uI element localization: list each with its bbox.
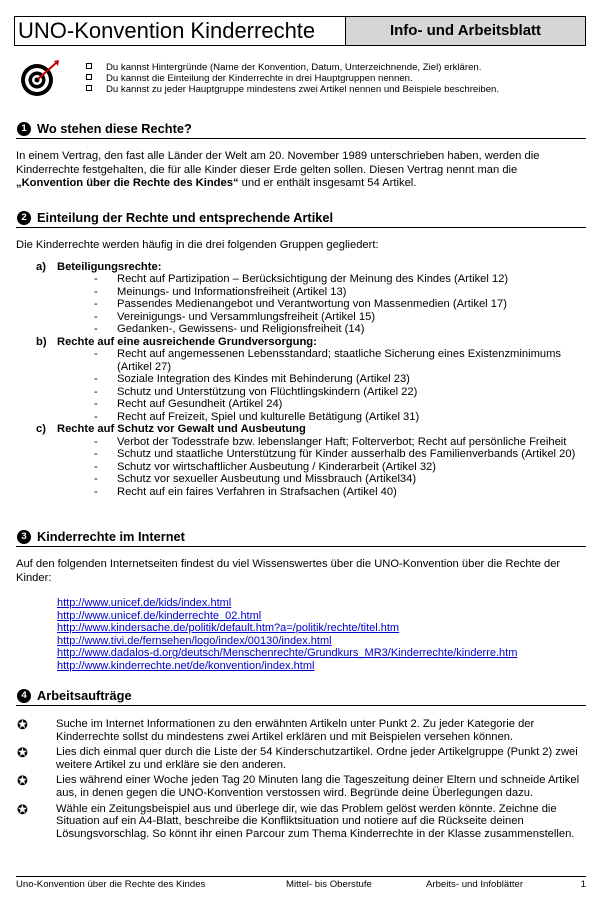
article-list bbox=[94, 273, 586, 336]
article-item: - Recht auf angemessenen Lebensstandard; staatliche Sicherung eines Existenzminimums (Artikel 27) bbox=[94, 348, 586, 373]
web-link[interactable]: http://www.unicef.de/kinderrechte_02.html bbox=[57, 609, 262, 622]
article-item: - Verbot der Todesstrafe bzw. lebenslanger Haft; Folterverbot; Recht auf persönliche Freiheit bbox=[94, 436, 586, 449]
article-item: - Soziale Integration des Kindes mit Behinderung (Artikel 23) bbox=[94, 373, 586, 386]
section-tasks bbox=[16, 687, 586, 843]
article-item: - Passendes Medienangebot und Verantwortung von Massenmedien (Artikel 17) bbox=[94, 298, 586, 311]
section-title: Kinderrechte im Internet bbox=[37, 528, 185, 544]
section-title: Wo stehen diese Rechte? bbox=[37, 120, 192, 136]
task-item bbox=[16, 774, 586, 799]
star-icon: ✪ bbox=[17, 801, 28, 817]
sheet-type-label: Info- und Arbeitsblatt bbox=[345, 17, 585, 45]
article-list bbox=[94, 436, 586, 499]
section-number: 3 bbox=[17, 530, 31, 544]
rights-group bbox=[36, 423, 586, 498]
checkbox-icon bbox=[86, 85, 92, 91]
task-item bbox=[16, 746, 586, 771]
article-item: - Schutz vor wirtschaftlicher Ausbeutung / Kinderarbeit (Artikel 32) bbox=[94, 461, 586, 474]
web-link[interactable]: http://www.kinderrechte.net/de/konvention/index.html bbox=[57, 659, 315, 672]
section-heading bbox=[16, 687, 586, 706]
article-item: - Schutz vor sexueller Ausbeutung und Missbrauch (Artikel34) bbox=[94, 473, 586, 486]
section-number: 2 bbox=[17, 211, 31, 225]
star-icon: ✪ bbox=[17, 773, 28, 789]
web-link[interactable]: http://www.dadalos-d.org/deutsch/Menschenrechte/Grundkurs_MR3/Kinderrechte/kinderre.htm bbox=[57, 647, 518, 660]
article-item: - Meinungs- und Informationsfreiheit (Artikel 13) bbox=[94, 286, 586, 299]
footer-type: Arbeits- und Infoblätter bbox=[426, 879, 524, 890]
task-text: Suche im Internet Informationen zu den erwähnten Artikeln unter Punkt 2. Zu jeder Kategorie der Kinderrechte sollst du mindestens zwei Artikel erklären und mit Beispielen versehen können. bbox=[56, 718, 535, 743]
learning-goals bbox=[18, 59, 586, 103]
star-icon: ✪ bbox=[17, 717, 28, 732]
article-item: - Gedanken-, Gewissens- und Religionsfreiheit (14) bbox=[94, 323, 586, 336]
checkbox-icon bbox=[86, 63, 92, 69]
link-list bbox=[57, 597, 586, 673]
section-intro: Die Kinderrechte werden häufig in die drei folgenden Gruppen gegliedert: bbox=[16, 239, 379, 251]
section-groups bbox=[16, 209, 586, 498]
task-list bbox=[16, 718, 586, 840]
task-text: Wähle ein Zeitungsbeispiel aus und überlege dir, wie das Problem gelöst werden könnte. Zeichne die Situation auf ein A4-Blatt, beschreibe die Konfliktsituation und notiere auf die Rückseite deinen Lösungsvorschlag. So könnt ihr einen Parcour zum Thema Kinderrechte in der Klasse zusammenstellen. bbox=[56, 802, 575, 840]
article-item: - Recht auf ein faires Verfahren in Strafsachen (Artikel 40) bbox=[94, 486, 586, 499]
web-link[interactable]: http://www.kindersache.de/politik/default.htm?a=/politik/rechte/titel.htm bbox=[57, 622, 400, 635]
task-item bbox=[16, 718, 586, 743]
header-bar bbox=[14, 16, 586, 46]
page-footer bbox=[16, 876, 586, 891]
article-item: - Vereinigungs- und Versammlungsfreiheit (Artikel 15) bbox=[94, 311, 586, 324]
section-title: Arbeitsaufträge bbox=[37, 687, 132, 703]
section-where bbox=[16, 120, 586, 191]
section-title: Einteilung der Rechte und entsprechende Artikel bbox=[37, 209, 334, 225]
article-item: - Schutz und Unterstützung von Flüchtlingskindern (Artikel 22) bbox=[94, 386, 586, 399]
group-heading: a) Beteiligungsrechte: bbox=[36, 260, 162, 273]
article-item: - Schutz und staatliche Unterstützung für Kinder ausserhalb des Familienverbands (Artikel 20) bbox=[94, 448, 586, 461]
section-number: 4 bbox=[17, 689, 31, 703]
goal-item: Du kannst zu jeder Hauptgruppe mindestens zwei Artikel nennen und Beispiele beschreiben. bbox=[86, 84, 499, 95]
goal-item: Du kannst Hintergründe (Name der Konvention, Datum, Unterzeichnende, Ziel) erklären. bbox=[86, 62, 499, 73]
task-text: Lies während einer Woche jeden Tag 20 Minuten lang die Tageszeitung deiner Eltern und schneide Artikel aus, in denen gegen die UNO-Konvention verstossen wird. Begründe deine Überlegungen dazu. bbox=[56, 774, 580, 799]
section-internet bbox=[16, 528, 586, 673]
web-link[interactable]: http://www.tivi.de/fernsehen/logo/index/00130/index.html bbox=[57, 634, 332, 647]
rights-group bbox=[36, 336, 586, 424]
goal-item: Du kannst die Einteilung der Kinderrechte in drei Hauptgruppen nennen. bbox=[86, 73, 499, 84]
article-item: - Recht auf Freizeit, Spiel und kulturelle Betätigung (Artikel 31) bbox=[94, 411, 586, 424]
web-link[interactable]: http://www.unicef.de/kids/index.html bbox=[57, 597, 232, 609]
section-intro: Auf den folgenden Internetseiten findest du viel Wissenswertes über die UNO-Konvention über die Rechte der Kinder: bbox=[16, 558, 561, 584]
section-heading bbox=[16, 528, 586, 547]
goals-list bbox=[86, 62, 499, 95]
article-item: - Recht auf Gesundheit (Artikel 24) bbox=[94, 398, 586, 411]
page-title: UNO-Konvention Kinderrechte bbox=[18, 18, 316, 43]
task-text: Lies dich einmal quer durch die Liste der 54 Kinderschutzartikel. Ordne jeder Artikelgruppe (Punkt 2) zwei weitere Artikel zu und erkläre sie den anderen. bbox=[56, 746, 578, 771]
rights-groups bbox=[36, 261, 586, 499]
section-heading bbox=[16, 120, 586, 139]
task-item bbox=[16, 803, 586, 841]
page-number: 1 bbox=[580, 879, 586, 890]
footer-title: Uno-Konvention über die Rechte des Kindes bbox=[16, 879, 206, 890]
checkbox-icon bbox=[86, 74, 92, 80]
group-heading: c) Rechte auf Schutz vor Gewalt und Ausbeutung bbox=[36, 423, 306, 435]
section-heading bbox=[16, 209, 586, 228]
group-heading: b) Rechte auf eine ausreichende Grundversorgung: bbox=[36, 335, 317, 348]
convention-name: „Konvention über die Rechte des Kindes“ bbox=[16, 177, 239, 189]
target-icon bbox=[18, 59, 60, 99]
star-icon: ✪ bbox=[17, 745, 28, 761]
article-list bbox=[94, 348, 586, 423]
section-text: In einem Vertrag, den fast alle Länder der Welt am 20. November 1989 unterschrieben haben, werden die Kinderrechte festgehalten, die für alle Kinder dieser Erde gelten sollen. Diesen Vertrag nennt man die „Konvention über die Rechte des Kindes“ und er enthält insgesamt 54 Artikel. bbox=[16, 150, 540, 189]
article-item: - Recht auf Partizipation – Berücksichtigung der Meinung des Kindes (Artikel 12) bbox=[94, 273, 586, 286]
footer-level: Mittel- bis Oberstufe bbox=[286, 879, 372, 890]
section-number: 1 bbox=[17, 122, 31, 136]
rights-group bbox=[36, 261, 586, 336]
